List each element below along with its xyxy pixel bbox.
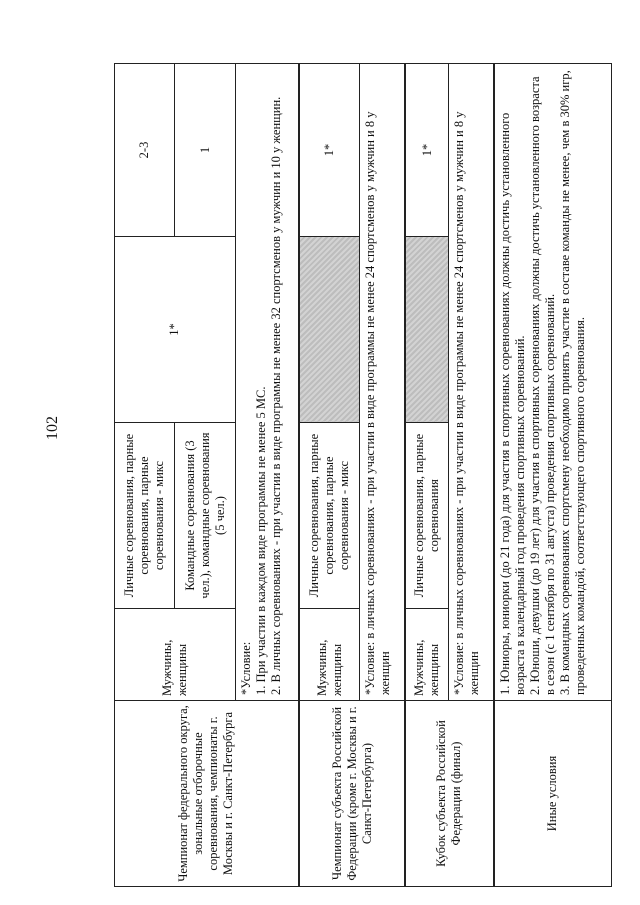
other-condition-item: 2. Юноши, девушки (до 19 лет) для участия в спортивных соревнованиях должны достичь установленного возраста в сезон (с 1 сентября по 31 августа) проведения спортивных соревнований. [527,76,557,695]
condition-cell [235,64,298,701]
page-number: 102 [44,416,61,440]
number-cell: 1* [299,64,360,237]
condition-line: 1. При участии в каждом виде программы не менее 5 МС. [253,386,268,695]
condition-cell: *Условие: в личных соревнованиях - при участии в виде программы не менее 24 спортсменов у мужчин и 8 у женщин [448,64,493,701]
gender-cell: Мужчины, женщины [299,609,360,701]
other-conditions-cell [494,64,612,701]
competition-name-cell: Чемпионат субъекта Российской Федерации (кроме г. Москвы и г. Санкт-Петербурга) [299,701,405,887]
table-row [405,64,448,887]
condition-title: *Условие: [238,641,253,695]
events-cell: Личные соревнования, парные соревнования, парные соревнования - микс [115,423,175,609]
requirements-table-wrapper [114,64,612,887]
requirements-table [114,63,612,887]
table-row [115,64,175,887]
number-cell: 1 [175,64,235,237]
competition-name-cell: Кубок субъекта Российской Федерации (финал) [405,701,493,887]
other-condition-item: 3. В командных соревнованиях спортсмену необходимо принять участие в составе команды не менее, чем в 30% игр, проведенных командой, соответствующего спортивного соревнования. [557,70,587,695]
other-condition-item: 1. Юниоры, юниорки (до 21 года) для участия в спортивных соревнованиях должны достичь установленного возраста в календарный год проведения спортивных соревнований. [497,112,527,695]
events-cell: Командные соревнования (3 чел.), командные соревнования (5 чел.) [175,423,235,609]
number-cell: 1* [405,64,448,237]
shaded-cell [405,237,448,423]
other-conditions-label: Иные условия [494,701,612,887]
condition-line: 2. В личных соревнованиях - при участии в виде программы не менее 32 спортсменов у мужчин и 10 у женщин. [268,96,283,695]
events-cell: Личные соревнования, парные соревнования, парные соревнования - микс [299,423,360,609]
table-row [299,64,360,887]
mark-cell: 1* [115,237,236,423]
gender-cell: Мужчины, женщины [405,609,448,701]
rotated-table-area [114,64,612,887]
table-row [494,64,612,887]
gender-cell: Мужчины, женщины [115,609,236,701]
number-cell: 2-3 [115,64,175,237]
events-cell: Личные соревнования, парные соревнования [405,423,448,609]
shaded-cell [299,237,360,423]
competition-name-cell: Чемпионат федерального округа, зональные отборочные соревнования, чемпионаты г. Москвы и г. Санкт-Петербурга [115,701,299,887]
condition-cell: *Условие: в личных соревнованиях - при участии в виде программы не менее 24 спортсменов у мужчин и 8 у женщин [360,64,405,701]
